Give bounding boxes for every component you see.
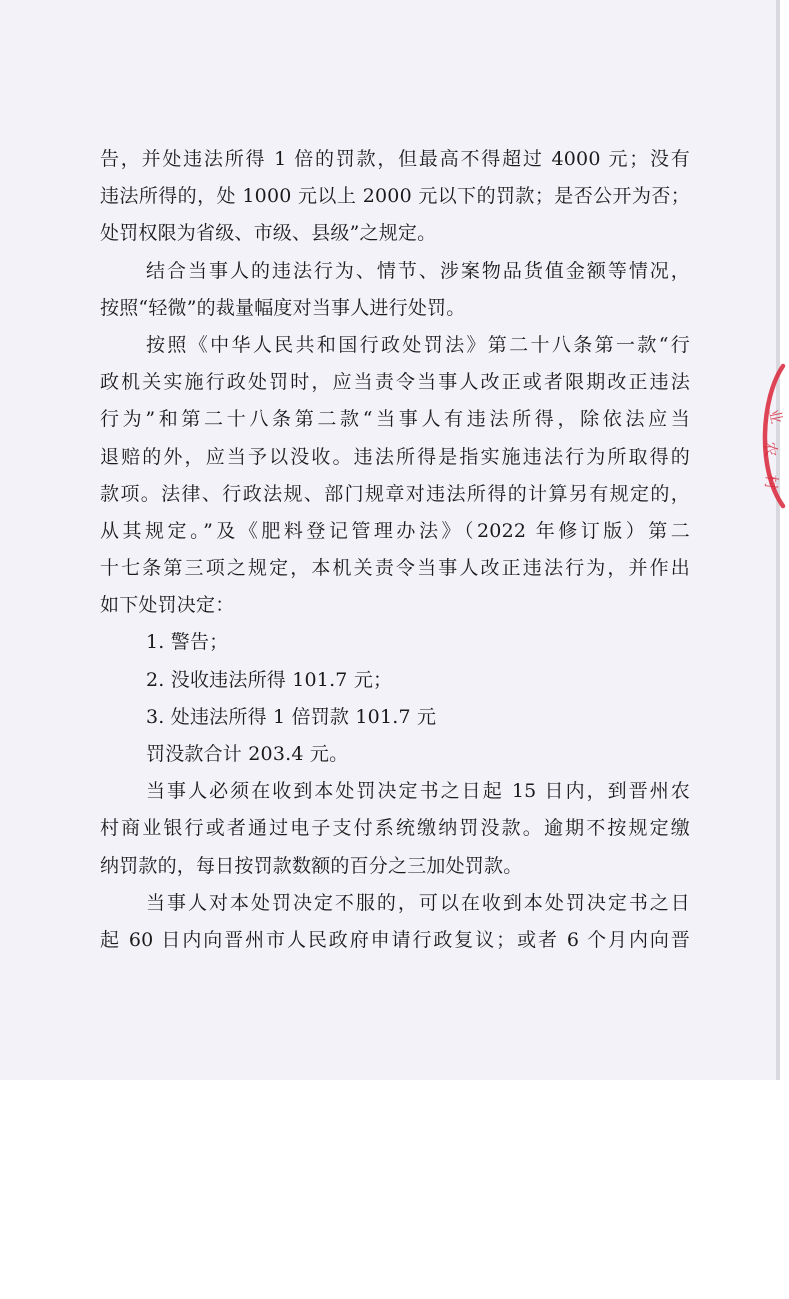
document-line: 退赔的外，应当予以没收。违法所得是指实施违法行为所取得的	[100, 445, 690, 468]
document-line: 罚没款合计 203.4 元。	[146, 743, 349, 765]
document-line: 按照《中华人民共和国行政处罚法》第二十八条第一款“行	[146, 333, 690, 356]
document-line: 3. 处违法所得 1 倍罚款 101.7 元	[146, 705, 437, 728]
official-seal-fragment	[743, 360, 789, 510]
document-line: 告，并处违法所得 1 倍的罚款，但最高不得超过 4000 元；没有	[100, 148, 690, 170]
svg-text:农: 农	[761, 441, 781, 458]
document-line: 如下处罚决定：	[100, 594, 235, 617]
svg-text:村: 村	[761, 473, 781, 491]
document-line: 当事人必须在收到本处罚决定书之日起 15 日内，到晋州农	[146, 780, 690, 803]
document-line: 起 60 日内向晋州市人民政府申请行政复议；或者 6 个月内向晋	[100, 928, 690, 951]
document-line: 处罚权限为省级、市级、县级”之规定。	[100, 222, 437, 245]
document-line: 从其规定。”及《肥料登记管理办法》（2022 年修订版）第二	[100, 519, 690, 542]
document-line: 1. 警告；	[146, 631, 229, 654]
document-line: 纳罚款的，每日按罚款数额的百分之三加处罚款。	[100, 854, 523, 877]
document-body	[100, 141, 690, 959]
document-line: 当事人对本处罚决定不服的，可以在收到本处罚决定书之日	[146, 891, 690, 914]
document-line: 款项。法律、行政法规、部门规章对违法所得的计算另有规定的，	[100, 482, 690, 505]
document-line: 村商业银行或者通过电子支付系统缴纳罚没款。逾期不按规定缴	[100, 817, 690, 840]
page-edge-shadow	[776, 0, 780, 1080]
svg-text:业: 业	[765, 407, 786, 426]
document-line: 结合当事人的违法行为、情节、涉案物品货值金额等情况，	[146, 259, 690, 282]
document-line: 违法所得的，处 1000 元以上 2000 元以下的罚款；是否公开为否；	[100, 185, 690, 208]
document-line: 十七条第三项之规定，本机关责令当事人改正违法行为，并作出	[100, 557, 690, 580]
document-line: 2. 没收违法所得 101.7 元；	[146, 668, 393, 691]
document-line: 按照“轻微”的裁量幅度对当事人进行处罚。	[100, 296, 466, 319]
document-line: 行为”和第二十八条第二款“当事人有违法所得，除依法应当	[100, 408, 690, 431]
document-line: 政机关实施行政处罚时，应当责令当事人改正或者限期改正违法	[100, 371, 690, 394]
